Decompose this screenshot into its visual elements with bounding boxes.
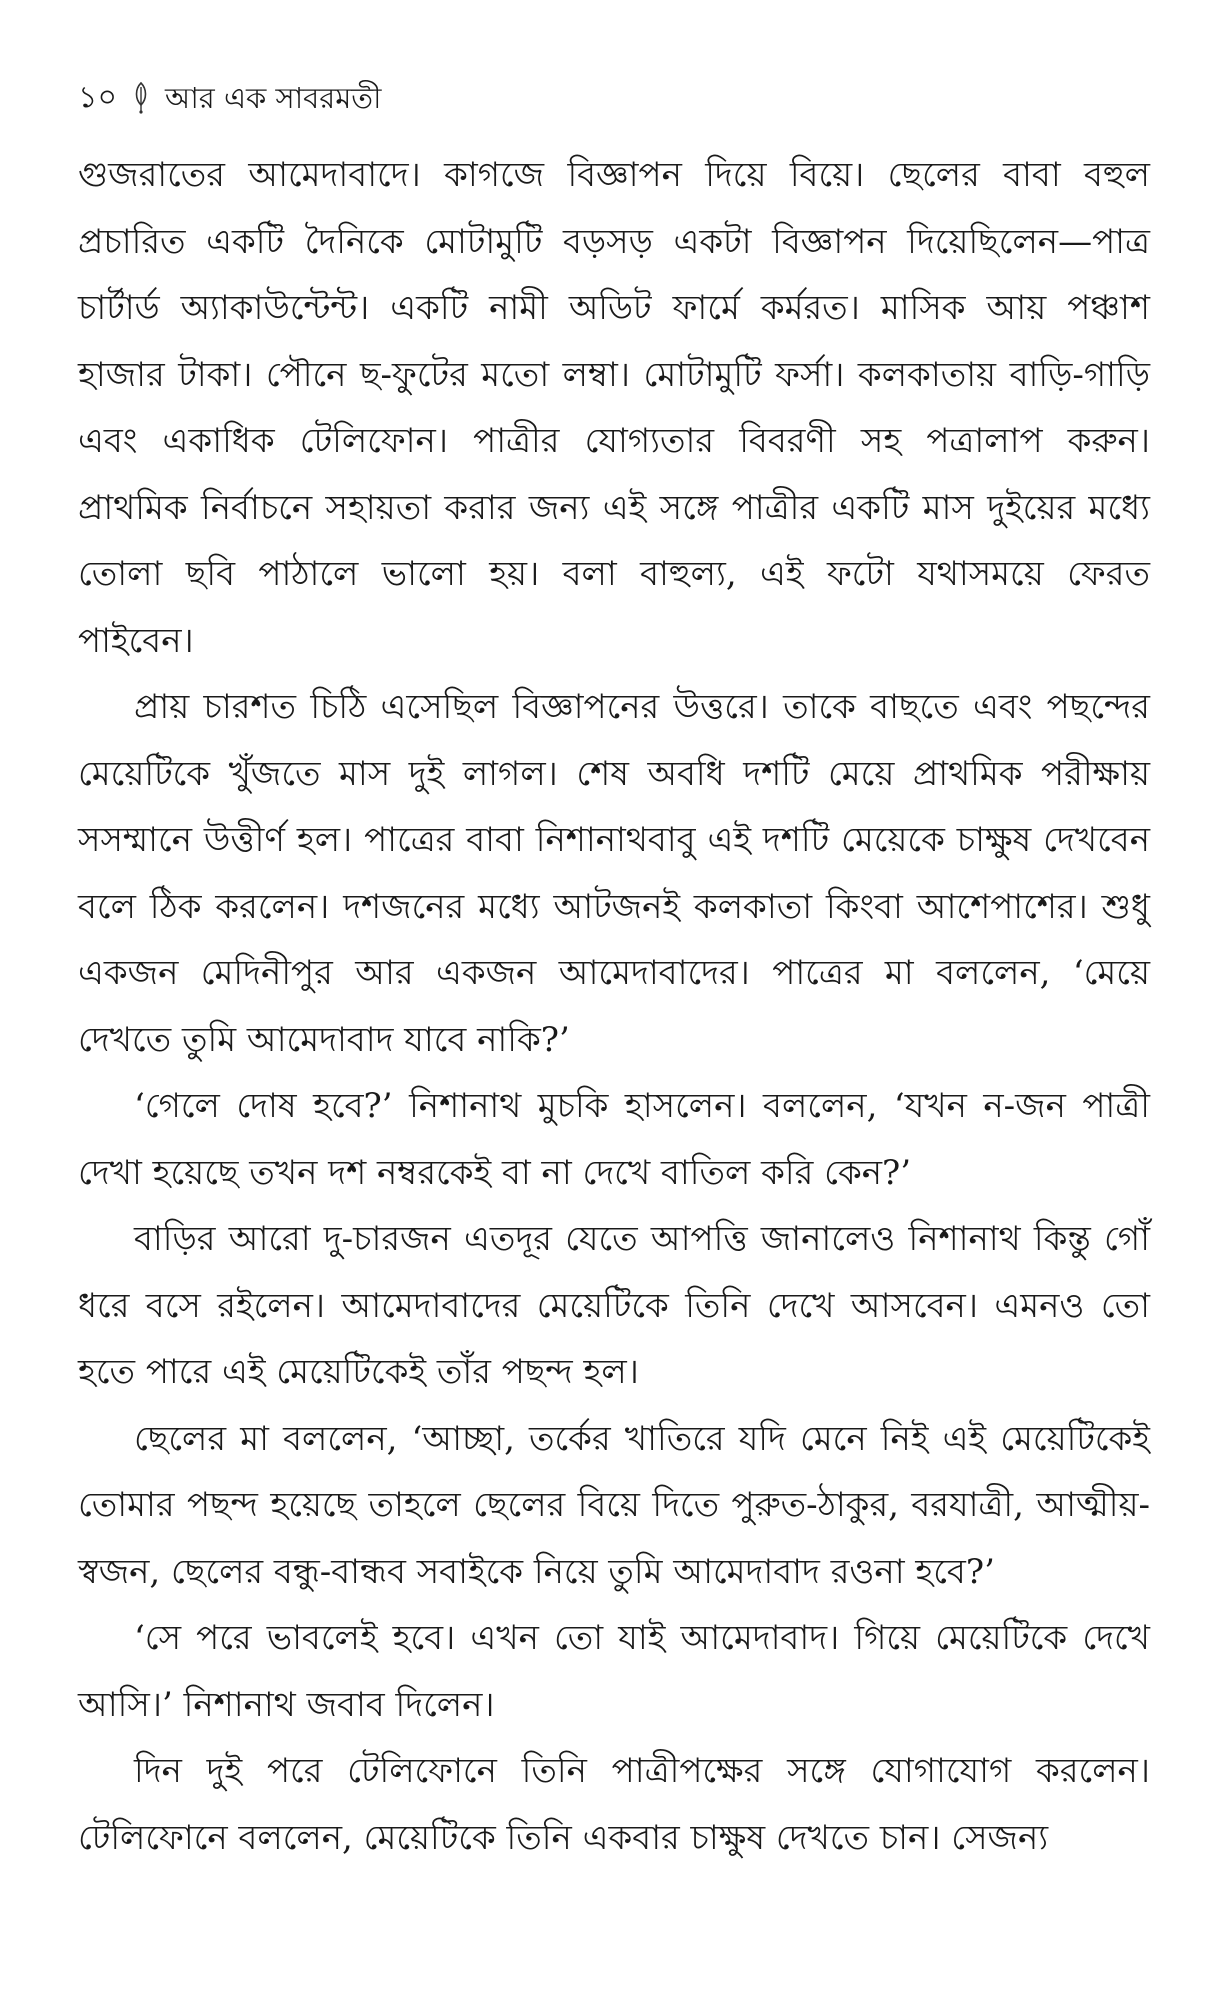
paragraph: বাড়ির আরো দু-চারজন এতদূর যেতে আপত্তি জানালেও নিশানাথ কিন্তু গোঁ ধরে বসে রইলেন। আমেদাবাদের মেয়েটিকে তিনি দেখে আসবেন। এমনও তো হতে পারে এই মেয়েটিকেই তাঁর পছন্দ হল।: [78, 1219, 1150, 1392]
body-text: [78, 142, 1150, 1871]
paragraph: প্রায় চারশত চিঠি এসেছিল বিজ্ঞাপনের উত্তরে। তাকে বাছতে এবং পছন্দের মেয়েটিকে খুঁজতে মাস দুই লাগল। শেষ অবধি দশটি মেয়ে প্রাথমিক পরীক্ষায় সসম্মানে উত্তীর্ণ হল। পাত্রের বাবা নিশানাথবাবু এই দশটি মেয়েকে চাক্ষুষ দেখবেন বলে ঠিক করলেন। দশজনের মধ্যে আটজনই কলকাতা কিংবা আশেপাশের। শুধু একজন মেদিনীপুর আর একজন আমেদাবাদের। পাত্রের মা বললেন, ‘মেয়ে দেখতে তুমি আমেদাবাদ যাবে নাকি?’: [78, 687, 1150, 1060]
paragraph: গুজরাতের আমেদাবাদে। কাগজে বিজ্ঞাপন দিয়ে বিয়ে। ছেলের বাবা বহুল প্রচারিত একটি দৈনিকে মোটামুটি বড়সড় একটা বিজ্ঞাপন দিয়েছিলেন—পাত্র চার্টার্ড অ্যাকাউন্টেন্ট। একটি নামী অডিট ফার্মে কর্মরত। মাসিক আয় পঞ্চাশ হাজার টাকা। পৌনে ছ-ফুটের মতো লম্বা। মোটামুটি ফর্সা। কলকাতায় বাড়ি-গাড়ি এবং একাধিক টেলিফোন। পাত্রীর যোগ্যতার বিবরণী সহ পত্রালাপ করুন। প্রাথমিক নির্বাচনে সহায়তা করার জন্য এই সঙ্গে পাত্রীর একটি মাস দুইয়ের মধ্যে তোলা ছবি পাঠালে ভালো হয়। বলা বাহুল্য, এই ফটো যথাসময়ে ফেরত পাইবেন।: [78, 155, 1150, 661]
paragraph: ‘সে পরে ভাবলেই হবে। এখন তো যাই আমেদাবাদ। গিয়ে মেয়েটিকে দেখে আসি।’ নিশানাথ জবাব দিলেন।: [78, 1618, 1150, 1725]
book-title: আর এক সাবরমতী: [164, 81, 382, 115]
running-header: [78, 78, 1150, 118]
paragraph: দিন দুই পরে টেলিফোনে তিনি পাত্রীপক্ষের সঙ্গে যোগাযোগ করলেন। টেলিফোনে বললেন, মেয়েটিকে তিনি একবার চাক্ষুষ দেখতে চান। সেজন্য: [78, 1751, 1150, 1858]
paragraph: ‘গেলে দোষ হবে?’ নিশানাথ মুচকি হাসলেন। বললেন, ‘যখন ন-জন পাত্রী দেখা হয়েছে তখন দশ নম্বরকেই বা না দেখে বাতিল করি কেন?’: [78, 1086, 1150, 1193]
leaf-ornament-icon: [131, 81, 151, 115]
paragraph: ছেলের মা বললেন, ‘আচ্ছা, তর্কের খাতিরে যদি মেনে নিই এই মেয়েটিকেই তোমার পছন্দ হয়েছে তাহলে ছেলের বিয়ে দিতে পুরুত-ঠাকুর, বরযাত্রী, আত্মীয়-স্বজন, ছেলের বন্ধু-বান্ধব সবাইকে নিয়ে তুমি আমেদাবাদ রওনা হবে?’: [78, 1418, 1150, 1592]
page-number: ১০: [78, 80, 117, 115]
